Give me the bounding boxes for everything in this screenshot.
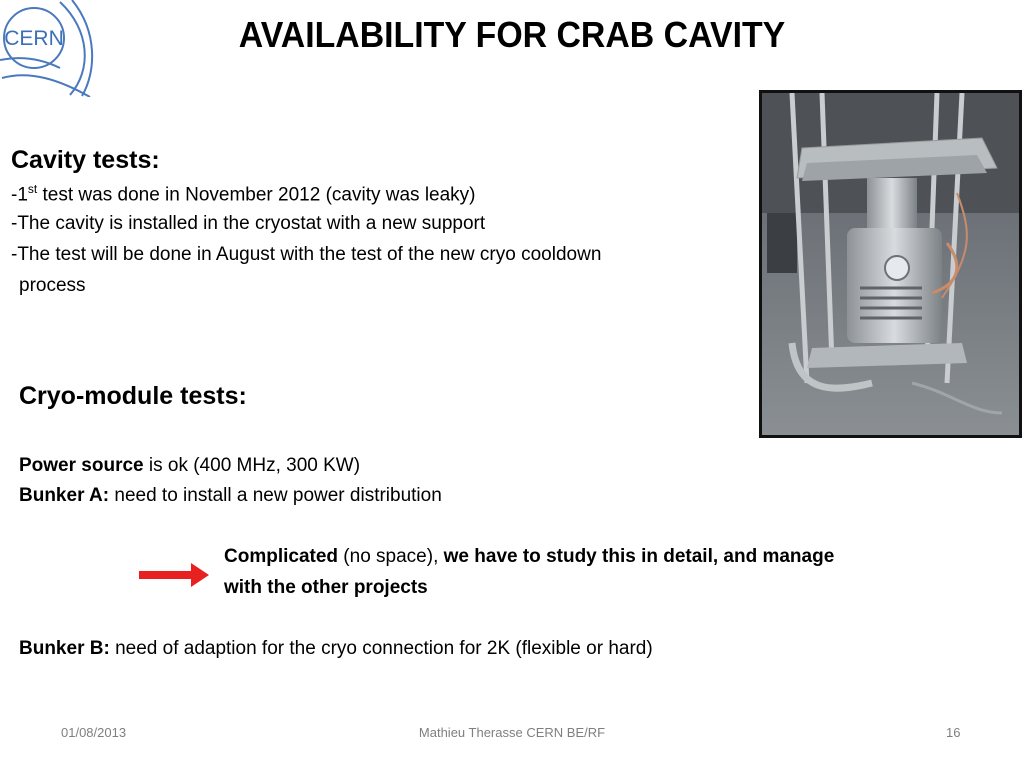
complicated-emphasis-2: with the other projects <box>224 577 428 598</box>
bunker-b-label: Bunker B: <box>19 638 110 659</box>
power-source-line <box>19 455 360 477</box>
right-arrow-icon <box>139 563 209 587</box>
cavity-line-3: -The test will be done in August with the test of the new cryo cooldown <box>11 244 602 265</box>
cern-logo-text: CERN <box>4 27 64 50</box>
cavity-photo <box>759 90 1022 438</box>
cavity-line-1-text: test was done in November 2012 (cavity was leaky) <box>37 184 476 206</box>
cavity-tests-heading: Cavity tests: <box>11 146 160 174</box>
complicated-label: Complicated <box>224 546 339 567</box>
bunker-a-text: need to install a new power distribution <box>109 485 442 506</box>
cavity-line-1-prefix: -1 <box>11 184 28 206</box>
cryo-module-tests-heading: Cryo-module tests: <box>19 382 247 410</box>
complicated-line-2 <box>224 577 428 599</box>
slide-title: AVAILABILITY FOR CRAB CAVITY <box>238 14 786 55</box>
cryostat-photo-illustration <box>762 93 1019 435</box>
footer-page-number: 16 <box>946 725 961 740</box>
bunker-a-label: Bunker A: <box>19 485 110 506</box>
power-source-text: is ok (400 MHz, 300 KW) <box>143 455 361 476</box>
complicated-text: (no space), <box>338 546 444 567</box>
complicated-emphasis-1: we have to study this in detail, and manage <box>443 546 835 567</box>
bunker-b-line <box>19 638 653 660</box>
footer-date: 01/08/2013 <box>61 725 127 740</box>
bunker-b-text: need of adaption for the cryo connection for 2K (flexible or hard) <box>109 638 653 659</box>
power-source-label: Power source <box>19 455 144 476</box>
complicated-line-1 <box>224 546 834 568</box>
cavity-line-4: process <box>19 275 86 296</box>
cavity-line-1-superscript: st <box>27 182 38 196</box>
bunker-a-line <box>19 485 442 507</box>
cavity-line-1 <box>11 182 476 206</box>
footer-author: Mathieu Therasse CERN BE/RF <box>418 725 606 740</box>
cavity-line-2: -The cavity is installed in the cryostat with a new support <box>11 213 486 234</box>
